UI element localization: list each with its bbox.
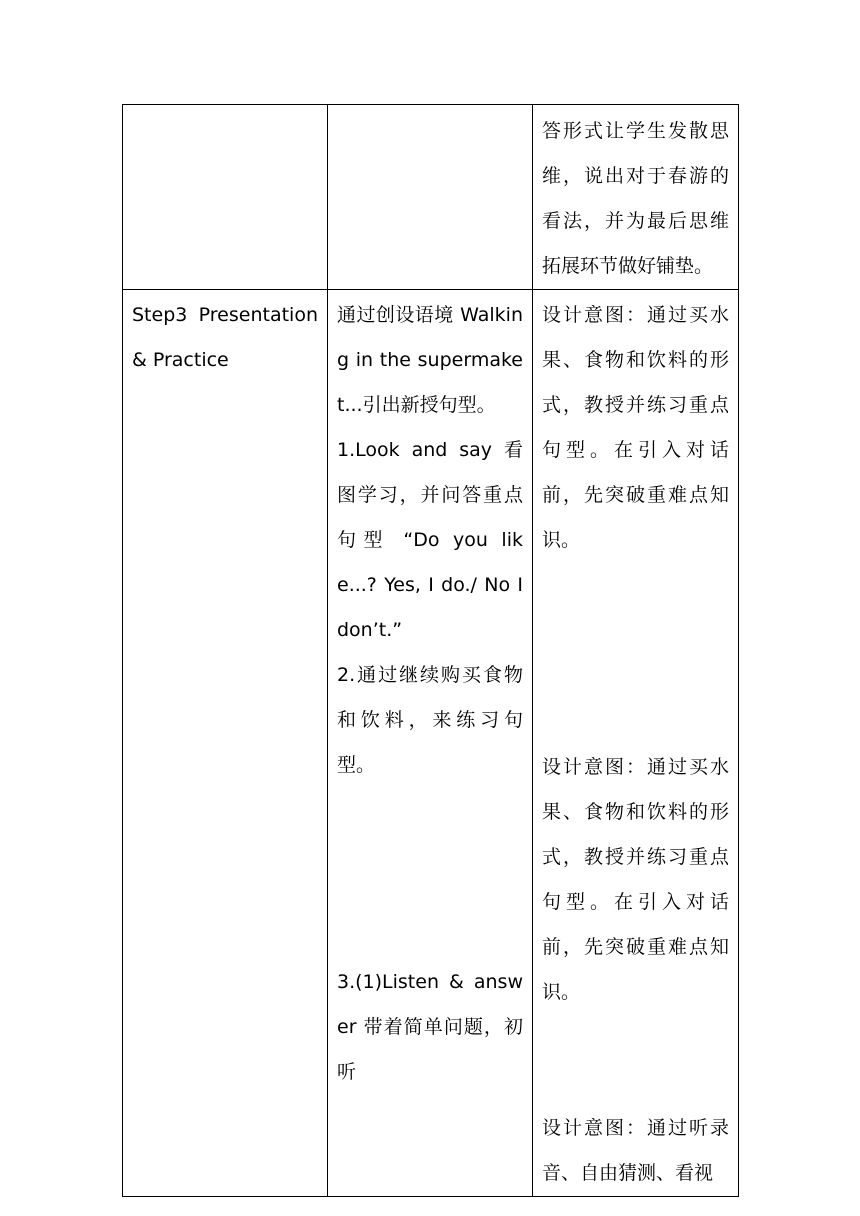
- table-row: [123, 105, 739, 290]
- activity-text: 3.(1)Listen & answer 带着简单问题，初听: [337, 971, 523, 1083]
- intent-text: 设计意图：通过买水果、食物和饮料的形式，教授并练习重点句型。在引入对话前，先突破重难点知识。: [542, 304, 729, 551]
- spacer: [542, 563, 729, 654]
- intent-text: 设计意图：通过买水果、食物和饮料的形式，教授并练习重点句型。在引入对话前，先突破重难点知识。: [542, 756, 729, 1003]
- activity-cell: [328, 290, 533, 1197]
- activity-text: 1.Look and say 看图学习，并问答重点句型 “Do you like...? Yes, I do./ No I don’t.”: [337, 439, 523, 641]
- step-label: Step3 Presentation & Practice: [132, 304, 318, 371]
- intent-cell: [533, 290, 739, 1197]
- activity-cell: [328, 105, 533, 290]
- intent-text: 设计意图：通过听录音、自由猜测、看视: [542, 1117, 729, 1184]
- spacer: [337, 788, 523, 874]
- step-cell: [123, 290, 328, 1197]
- lesson-plan-table: [122, 104, 739, 1197]
- spacer: [542, 1015, 729, 1106]
- spacer: [542, 654, 729, 745]
- table-row: [123, 290, 739, 1197]
- spacer: [337, 874, 523, 960]
- activity-text: 2.通过继续购买食物和饮料，来练习句型。: [337, 664, 523, 776]
- intent-text: 答形式让学生发散思维，说出对于春游的看法，并为最后思维拓展环节做好铺垫。: [542, 120, 729, 277]
- intent-cell: [533, 105, 739, 290]
- step-cell: [123, 105, 328, 290]
- activity-text: 通过创设语境 Walking in the supermaket...引出新授句型。: [337, 304, 523, 416]
